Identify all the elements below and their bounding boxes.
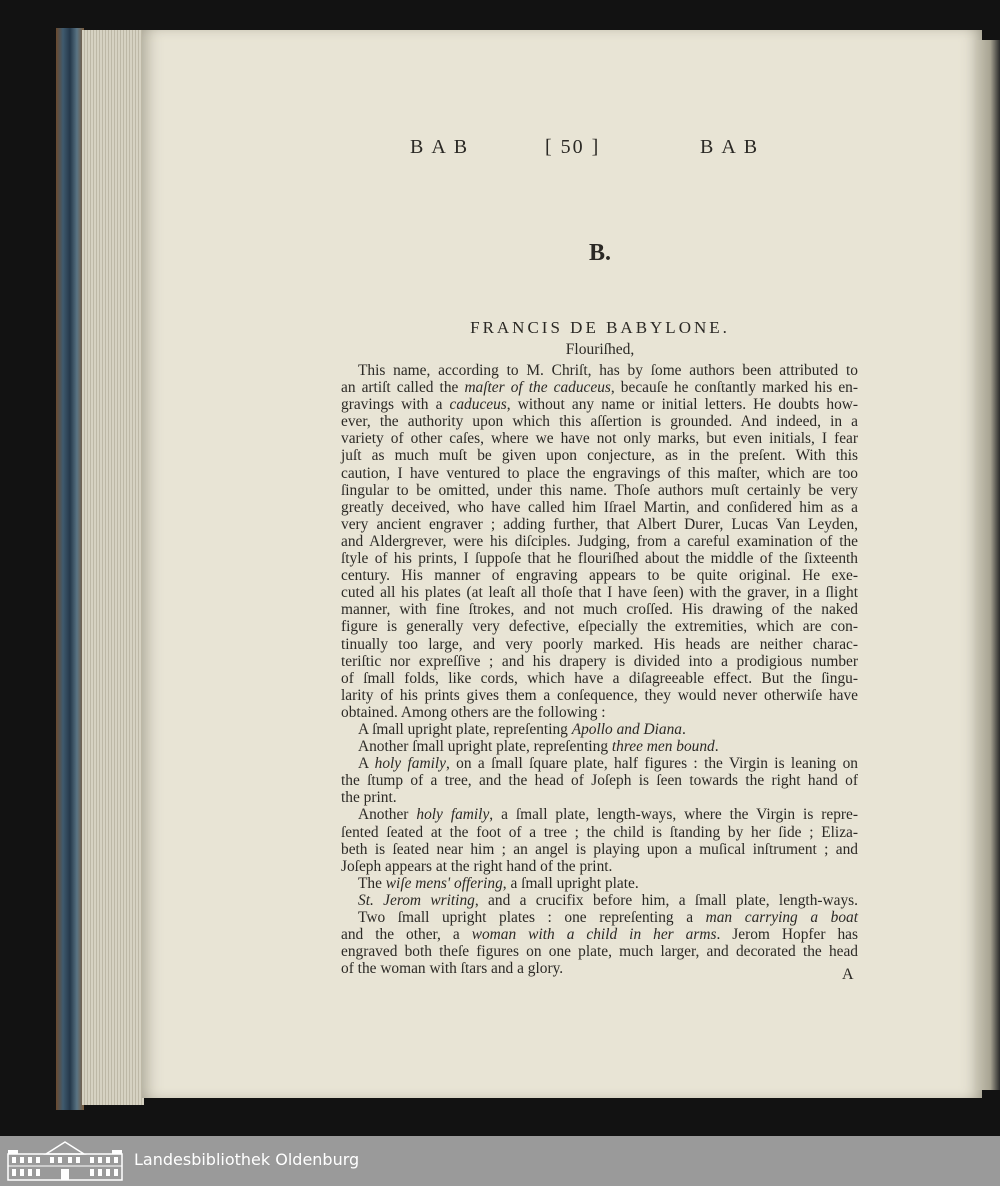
text-line bbox=[341, 379, 858, 396]
italic-title: Apollo and Diana bbox=[571, 720, 683, 738]
text-run: , a ſmall plate, length-ways, where the Virgin is repre- bbox=[489, 806, 858, 824]
text-line bbox=[341, 413, 858, 430]
italic-title: wiſe mens' offering bbox=[385, 874, 503, 892]
text-line bbox=[341, 396, 858, 413]
text-line bbox=[341, 926, 858, 943]
text-line bbox=[341, 362, 858, 379]
text-line bbox=[341, 789, 858, 806]
text-run: , on a ſmall ſquare plate, half figures : the Virgin is leaning on bbox=[445, 755, 858, 773]
text-run: cuted all his plates (at leaſt all thoſe that I have ſeen) with the graver, in a ſlight bbox=[341, 584, 858, 602]
italic-title: maſter of the caduceus bbox=[464, 379, 611, 397]
text-run: beth is ſeated near him ; an angel is playing upon a muſical inſtrument ; and bbox=[341, 840, 858, 858]
text-run: and the other, a bbox=[341, 926, 472, 944]
text-line bbox=[341, 516, 858, 533]
text-run: very ancient engraver ; adding further, that Albert Durer, Lucas Van Leyden, bbox=[341, 515, 858, 533]
text-line bbox=[341, 567, 858, 584]
text-line bbox=[341, 499, 858, 516]
running-head-left: BAB bbox=[410, 136, 476, 158]
text-run: figure is generally very defective, eſpecially the extremities, which are con- bbox=[341, 618, 858, 636]
text-line bbox=[341, 653, 858, 670]
italic-title: three men bound bbox=[611, 738, 715, 756]
text-run: teriſtic nor expreſſive ; and his drapery is divided into a prodigious number bbox=[341, 652, 858, 670]
text-run: . bbox=[714, 738, 719, 756]
entry-subheading: Flouriſhed, bbox=[565, 341, 635, 358]
text-line bbox=[341, 601, 858, 618]
text-run: the print. bbox=[341, 789, 397, 807]
text-line bbox=[341, 721, 858, 738]
text-run: ever, the authority upon which this aſſertion is grounded. And indeed, in a bbox=[341, 413, 858, 431]
text-run: obtained. Among others are the following : bbox=[341, 703, 606, 721]
text-run: of ſmall folds, like cords, which have a diſagreeable effect. But the ſingu- bbox=[341, 669, 858, 687]
italic-title: man carrying a boat bbox=[705, 909, 858, 926]
text-line bbox=[341, 533, 858, 550]
text-line bbox=[341, 618, 858, 635]
text-line bbox=[341, 755, 858, 772]
text-run: ſingular to be omitted, under this name. Thoſe authors muſt certainly be very bbox=[341, 481, 858, 499]
page-stack-edge bbox=[82, 30, 144, 1105]
text-line bbox=[341, 704, 858, 721]
text-line bbox=[341, 841, 858, 858]
text-run: This name, according to M. Chriſt, has by ſome authors been attributed to bbox=[358, 362, 858, 379]
text-run: of the woman with ſtars and a glory. bbox=[341, 960, 564, 978]
text-run: and Aldergrever, were his diſciples. Judging, from a careful examination of the bbox=[341, 532, 858, 550]
text-run: , without any name or initial letters. He doubts how- bbox=[506, 396, 858, 414]
text-run: larity of his prints gives them a conſequence, they would never otherwiſe have bbox=[341, 686, 858, 704]
page-number: [ 50 ] bbox=[545, 136, 601, 158]
text-line bbox=[341, 858, 858, 875]
text-line bbox=[341, 465, 858, 482]
italic-title: holy family bbox=[374, 755, 446, 773]
library-footer bbox=[0, 1136, 1000, 1186]
catchword: A bbox=[842, 966, 854, 983]
text-run: gravings with a bbox=[341, 396, 450, 414]
text-run: Joſeph appears at the right hand of the print. bbox=[341, 857, 613, 875]
text-run: ſented ſeated at the foot of a tree ; the child is ſtanding by her ſide ; Eliza- bbox=[341, 823, 858, 841]
running-head-right: BAB bbox=[700, 136, 766, 158]
text-line bbox=[341, 670, 858, 687]
text-run: , and a crucifix before him, a ſmall plate, length-ways. bbox=[474, 891, 858, 909]
text-run: an artiſt called the bbox=[341, 379, 465, 397]
italic-title: woman with a child in her arms bbox=[471, 926, 717, 944]
text-run: . bbox=[682, 720, 686, 738]
text-line bbox=[341, 738, 858, 755]
text-run: , a ſmall upright plate. bbox=[502, 874, 639, 892]
text-run: . Jerom Hopfer has bbox=[716, 926, 858, 944]
section-letter: B. bbox=[588, 240, 611, 266]
text-run: , becauſe he conſtantly marked his en- bbox=[610, 379, 859, 397]
text-line bbox=[341, 960, 858, 977]
text-line bbox=[341, 482, 858, 499]
text-line bbox=[341, 430, 858, 447]
italic-title: St. Jerom writing bbox=[358, 891, 475, 909]
text-run: variety of other caſes, where we have not only marks, but even initials, I fear bbox=[341, 430, 858, 448]
text-run: Another ſmall upright plate, repreſenting bbox=[358, 738, 612, 756]
text-line bbox=[341, 636, 858, 653]
text-line bbox=[341, 687, 858, 704]
text-line bbox=[341, 892, 858, 909]
text-run: tinually too large, and very poorly marked. His heads are neither charac- bbox=[341, 635, 858, 653]
page-right-edge bbox=[976, 40, 1000, 1090]
text-run: A bbox=[358, 755, 375, 773]
text-run: Another bbox=[358, 806, 417, 824]
text-run: greatly deceived, who have called him Iſrael Martin, and conſidered him as a bbox=[341, 498, 858, 516]
body-text bbox=[341, 362, 858, 977]
italic-title: holy family bbox=[416, 806, 490, 824]
text-line bbox=[341, 806, 858, 823]
text-run: century. His manner of engraving appears to be quite original. He exe- bbox=[341, 567, 858, 585]
book-spine bbox=[56, 28, 84, 1110]
text-run: A ſmall upright plate, repreſenting bbox=[358, 720, 572, 738]
text-run: juſt as much muſt be given upon conjecture, as in the preſent. With this bbox=[341, 447, 858, 465]
entry-heading: FRANCIS DE BABYLONE. bbox=[470, 318, 730, 337]
text-line bbox=[341, 772, 858, 789]
text-line bbox=[341, 550, 858, 567]
library-building-icon bbox=[6, 1140, 124, 1182]
text-line bbox=[341, 824, 858, 841]
text-line bbox=[341, 909, 858, 926]
text-line bbox=[341, 584, 858, 601]
text-line bbox=[341, 447, 858, 464]
text-line bbox=[341, 943, 858, 960]
italic-title: caduceus bbox=[449, 396, 507, 414]
library-name: Landesbibliothek Oldenburg bbox=[134, 1150, 360, 1169]
text-run: engraved both theſe figures on one plate, much larger, and decorated the head bbox=[341, 943, 858, 961]
text-run: caution, I have ventured to place the engravings of this maſter, which are too bbox=[341, 464, 858, 482]
text-line bbox=[341, 875, 858, 892]
text-run: The bbox=[358, 874, 386, 892]
text-run: manner, with fine ſtrokes, and not much croſſed. His drawing of the naked bbox=[341, 601, 858, 619]
text-run: ſtyle of his prints, I ſuppoſe that he flouriſhed about the middle of the ſixteenth bbox=[341, 550, 858, 568]
text-run: Two ſmall upright plates : one repreſenting a bbox=[358, 909, 706, 926]
running-head bbox=[400, 136, 790, 160]
text-run: the ſtump of a tree, and the head of Joſeph is ſeen towards the right hand of bbox=[341, 772, 858, 790]
